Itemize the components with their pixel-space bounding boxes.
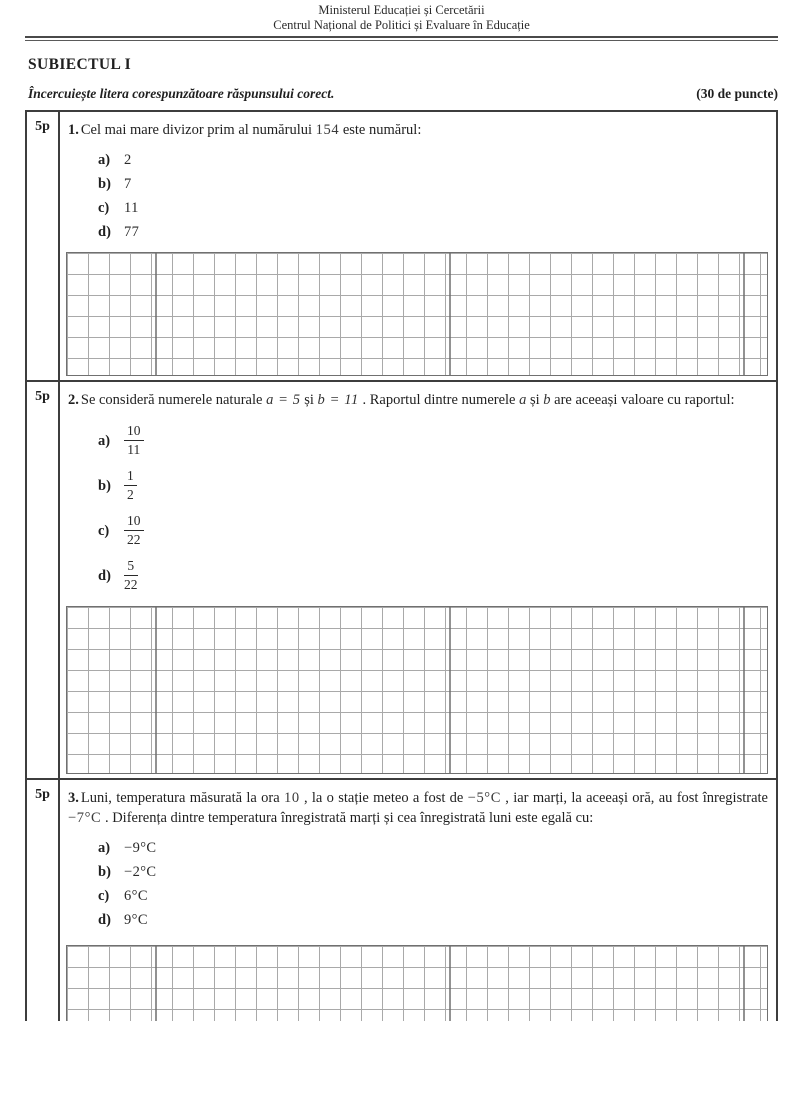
points-cell: 5p — [27, 382, 60, 778]
fraction-value: $\frac{5}{22}$ — [124, 558, 138, 592]
question-number: 2. — [68, 392, 79, 408]
option-c — [98, 196, 768, 220]
option-value: 9°C — [124, 912, 148, 928]
question-text: 2. Se consideră numerele naturale a = 5 și b = 11 . Raportul dintre numerele a și b are aceeași valoare cu raportul: — [68, 392, 735, 408]
questions-table — [25, 110, 778, 1021]
option-letter: a) — [98, 840, 111, 856]
instruction-row — [28, 86, 778, 102]
work-grid — [66, 606, 768, 774]
points-cell: 5p — [27, 112, 60, 380]
option-letter: a) — [98, 432, 111, 449]
option-a — [98, 148, 768, 172]
document-header — [25, 3, 778, 32]
center-line: Centrul Național de Politici și Evaluare în Educație — [273, 17, 530, 32]
instruction-text: Încercuiește litera corespunzătoare răspunsului corect. — [28, 86, 335, 101]
option-value: 6°C — [124, 888, 148, 904]
option-letter: d) — [98, 912, 111, 928]
option-value: 2 — [124, 152, 132, 168]
option-a — [98, 836, 768, 860]
option-letter: a) — [98, 152, 111, 168]
options-list — [98, 836, 768, 932]
fraction-value: $\frac{10}{11}$ — [124, 423, 144, 458]
question-text: 3. Luni, temperatura măsurată la ora 10 , la o stație meteo a fost de −5°C , iar marți, la aceeași oră, au fost înregistrate −7°C . Diferența dintre temperatura înregistrată marți și cea înregistrată luni este egală cu: — [68, 790, 768, 826]
option-value: −9°C — [124, 840, 157, 856]
option-value: −2°C — [124, 864, 157, 880]
header-divider — [25, 36, 778, 41]
option-c — [98, 508, 768, 553]
question-row-3 — [27, 778, 776, 1021]
option-value: 11 — [124, 200, 139, 216]
option-d — [98, 908, 768, 932]
question-row-1 — [27, 112, 776, 380]
question-row-2 — [27, 380, 776, 778]
option-letter: b) — [98, 477, 111, 494]
option-c — [98, 884, 768, 908]
option-value: 7 — [124, 176, 132, 192]
fraction-value: $\frac{10}{22}$ — [124, 513, 144, 548]
option-b — [98, 172, 768, 196]
question-cell — [60, 382, 776, 778]
option-d — [98, 220, 768, 244]
question-cell — [60, 112, 776, 380]
option-b — [98, 860, 768, 884]
options-list — [98, 418, 768, 598]
option-a — [98, 418, 768, 463]
work-grid — [66, 945, 768, 1021]
fraction-value: $\frac{1}{2}$ — [124, 468, 137, 503]
option-letter: d) — [98, 567, 111, 584]
question-text: 1. Cel mai mare divizor prim al numărului 154 este numărul: — [68, 122, 422, 138]
option-letter: c) — [98, 200, 110, 216]
option-d — [98, 553, 768, 598]
question-cell — [60, 780, 776, 1021]
option-letter: c) — [98, 888, 110, 904]
ministry-line: Ministerul Educației și Cercetării — [318, 3, 485, 17]
option-letter: c) — [98, 522, 110, 539]
question-number: 3. — [68, 790, 79, 806]
option-letter: d) — [98, 224, 111, 240]
points-cell: 5p — [27, 780, 60, 1021]
option-b — [98, 463, 768, 508]
option-letter: b) — [98, 864, 111, 880]
work-grid — [66, 252, 768, 376]
options-list — [98, 148, 768, 244]
option-letter: b) — [98, 176, 111, 192]
option-value: 77 — [124, 224, 140, 240]
section-title: SUBIECTUL I — [28, 56, 132, 73]
points-total: (30 de puncte) — [696, 86, 778, 101]
question-number: 1. — [68, 122, 79, 138]
